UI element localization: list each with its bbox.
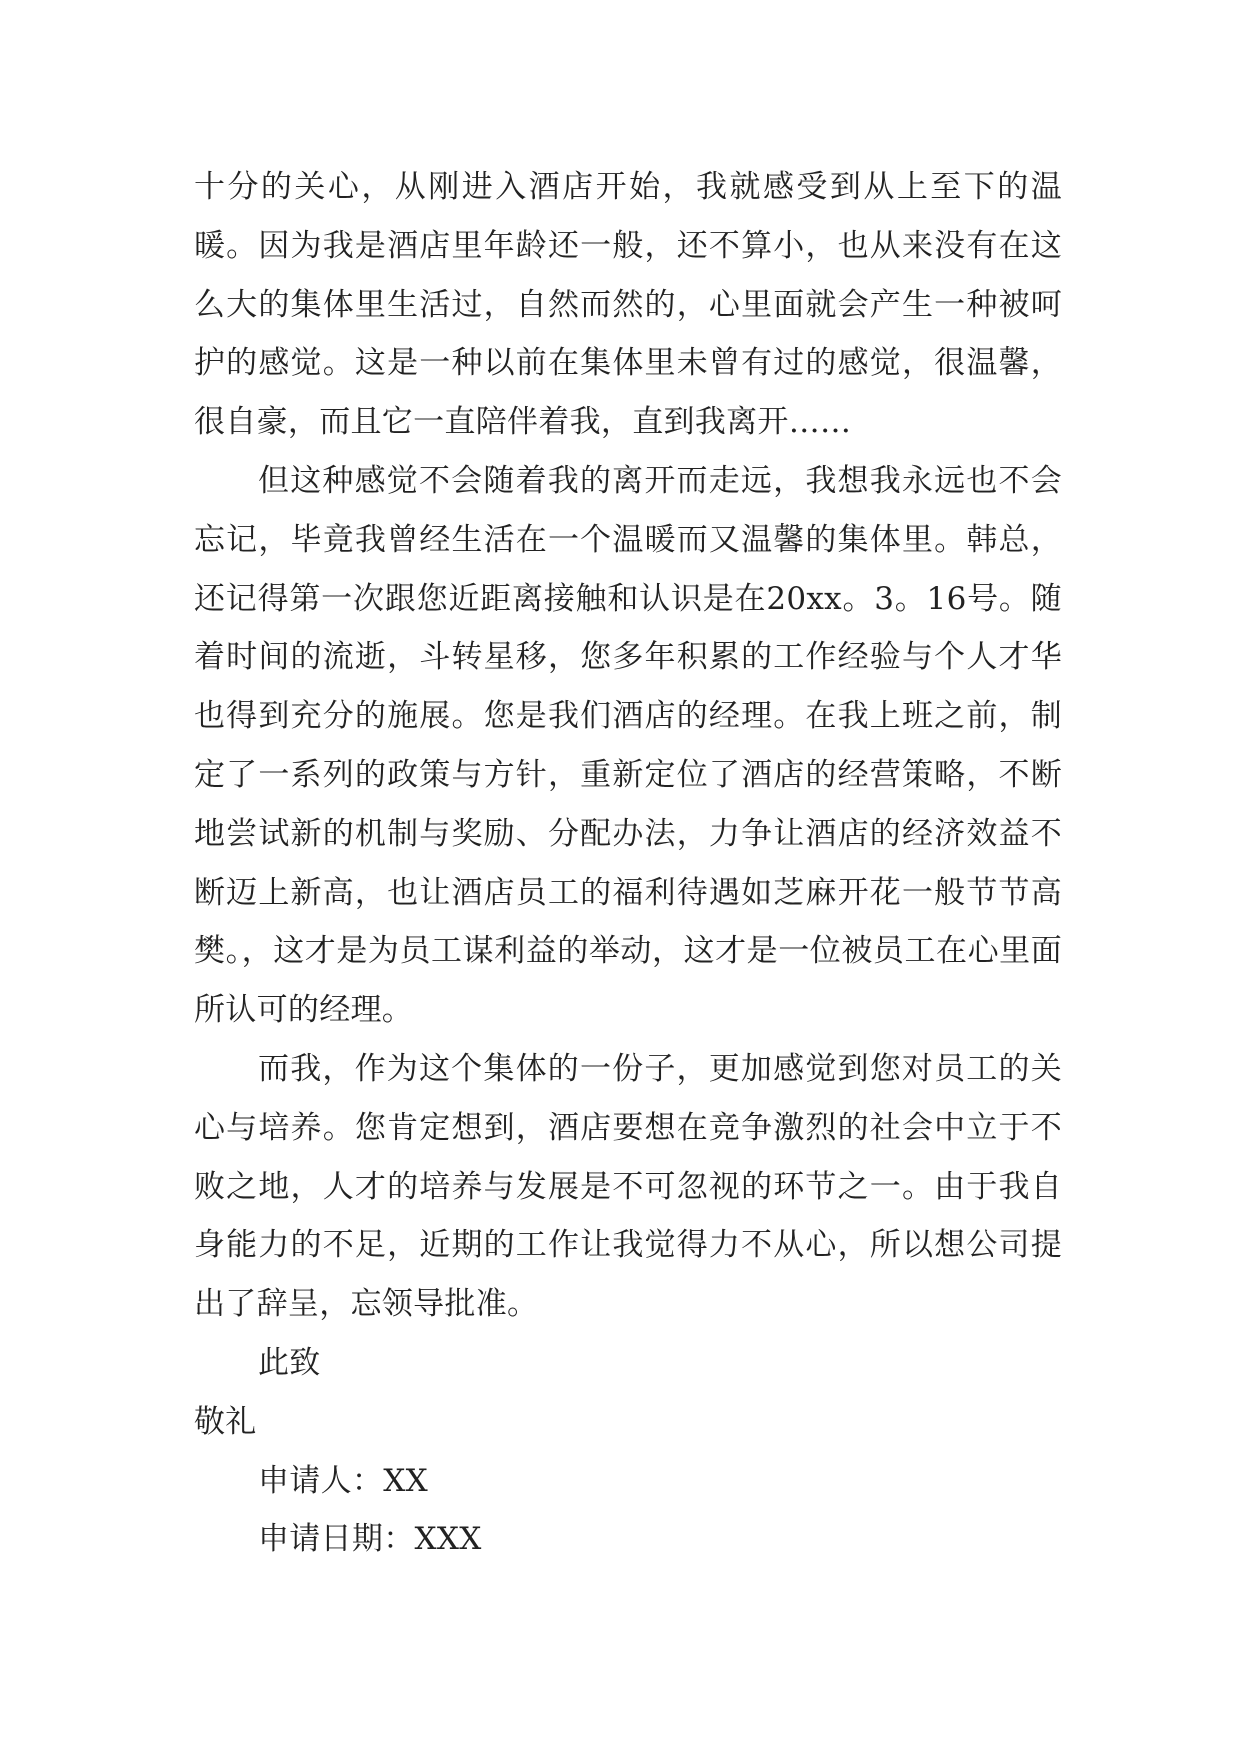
date-line: 申请日期：XXX <box>258 1521 482 1558</box>
paragraph-2: 但这种感觉不会随着我的离开而走远，我想我永远也不会忘记，毕竟我曾经生活在一个温暖而又温馨的集体里。韩总，还记得第一次跟您近距离接触和认识是在20xx。3。16号。随着时间的流逝，斗转星移，您多年积累的工作经验与个人才华也得到充分的施展。您是我们酒店的经理。在我上班之前，制定了一系列的政策与方针，重新定位了酒店的经营策略，不断地尝试新的机制与奖励、分配办法，力争让酒店的经济效益不断迈上新高，也让酒店员工的福利待遇如芝麻开花一般节节高樊。，这才是为员工谋利益的举动，这才是一位被员工在心里面所认可的经理。 <box>194 462 1062 1029</box>
salutation-line: 敬礼 <box>194 1403 257 1440</box>
applicant-line: 申请人：XX <box>258 1462 428 1499</box>
paragraph-3: 而我，作为这个集体的一份子，更加感觉到您对员工的关心与培养。您肯定想到，酒店要想在竞争激烈的社会中立于不败之地，人才的培养与发展是不可忽视的环节之一。由于我自身能力的不足，近期的工作让我觉得力不从心，所以想公司提出了辞呈，忘领导批准。 <box>194 1050 1062 1323</box>
closing-line: 此致 <box>258 1344 321 1381</box>
paragraph-1: 十分的关心，从刚进入酒店开始，我就感受到从上至下的温暖。因为我是酒店里年龄还一般，还不算小，也从来没有在这么大的集体里生活过，自然而然的，心里面就会产生一种被呵护的感觉。这是一种以前在集体里未曾有过的感觉，很温馨，很自豪，而且它一直陪伴着我，直到我离开…… <box>194 169 1062 441</box>
letter-body <box>194 158 1062 1569</box>
